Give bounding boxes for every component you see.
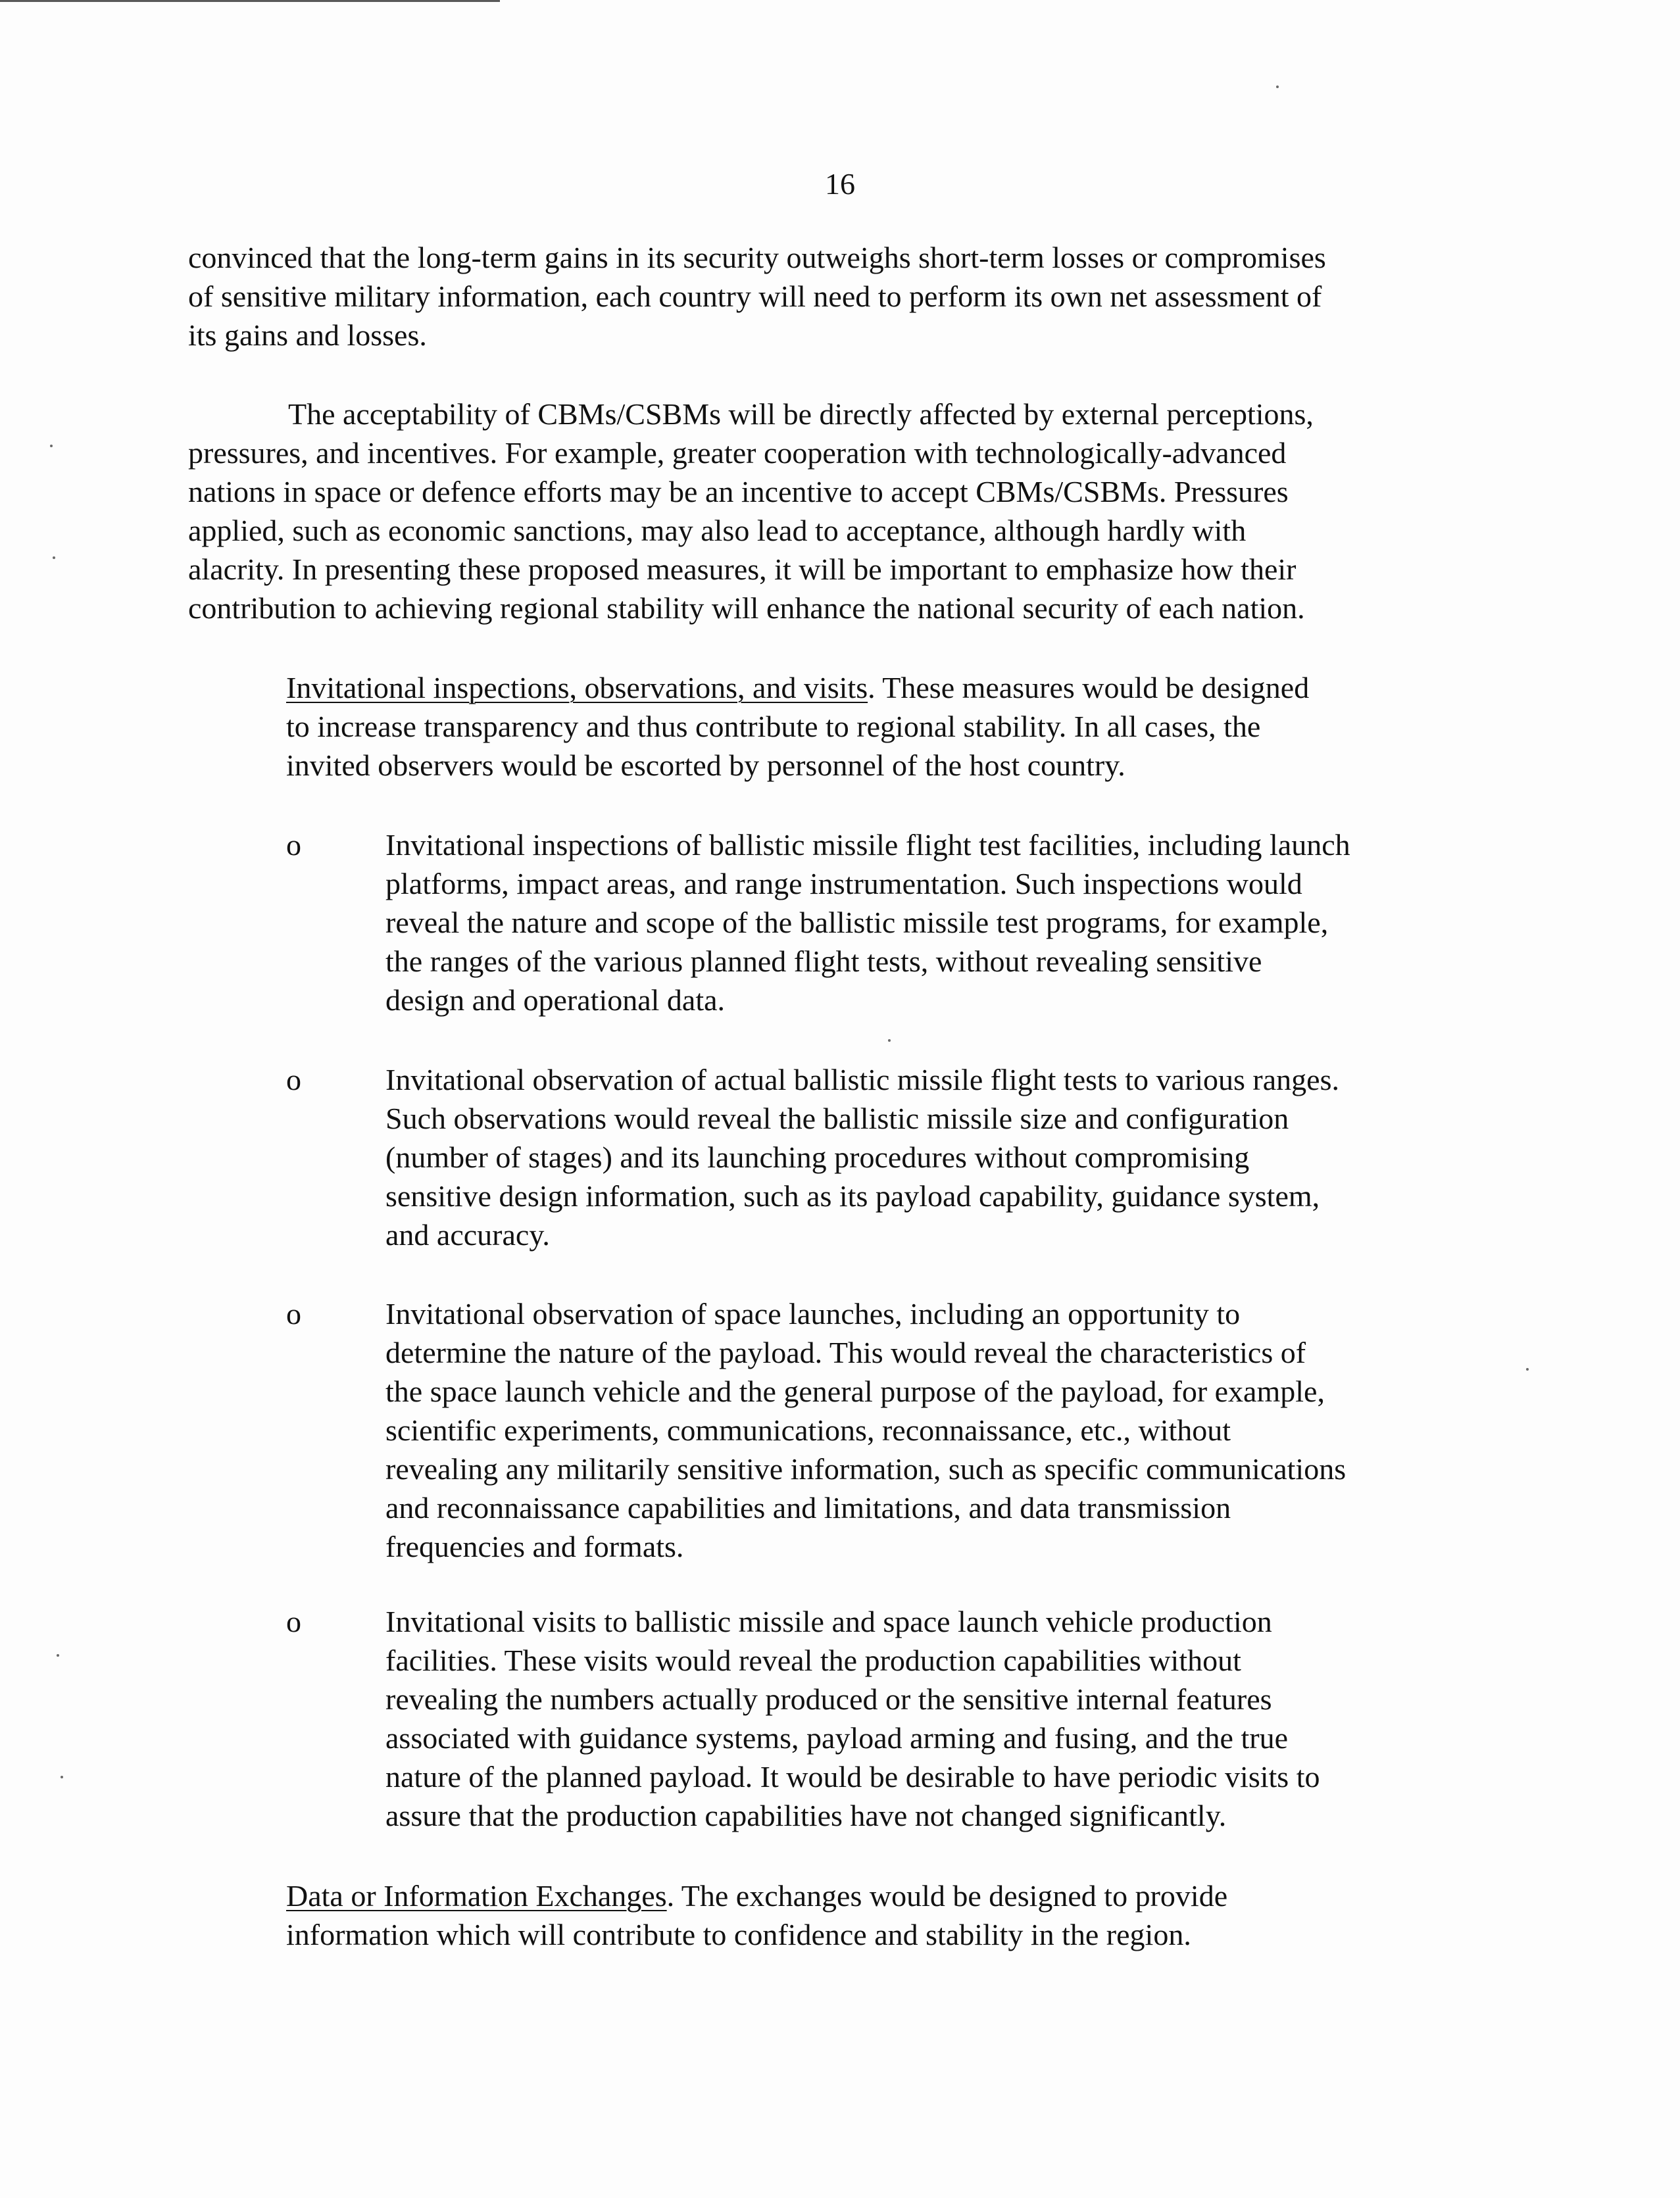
acceptability-paragraph [188, 395, 1314, 627]
bullet-line: scientific experiments, communications, reconnaissance, etc., without [385, 1413, 1231, 1447]
scan-speck [50, 445, 53, 447]
bullet-line: Such observations would reveal the ballistic missile size and configuration [385, 1102, 1289, 1135]
scan-top-edge [0, 0, 500, 2]
bullet-line: the space launch vehicle and the general purpose of the payload, for example, [385, 1375, 1325, 1408]
scan-speck [888, 1039, 891, 1042]
bullet-line: frequencies and formats. [385, 1530, 684, 1563]
paragraph-line [286, 1876, 1227, 1915]
bullet-item-inspections [385, 825, 1350, 1019]
paragraph-line: nations in space or defence efforts may be an incentive to accept CBMs/CSBMs. Pressures [188, 475, 1289, 508]
bullet-line: determine the nature of the payload. This would reveal the characteristics of [385, 1336, 1306, 1369]
scan-speck [57, 1654, 59, 1657]
paragraph-line: its gains and losses. [188, 318, 427, 352]
paragraph-line [286, 668, 1309, 707]
continuation-paragraph [188, 238, 1326, 354]
paragraph-line: information which will contribute to confidence and stability in the region. [286, 1918, 1191, 1951]
paragraph-line: to increase transparency and thus contribute to regional stability. In all cases, the [286, 710, 1261, 743]
bullet-line: revealing the numbers actually produced or the sensitive internal features [385, 1682, 1272, 1716]
paragraph-line: The acceptability of CBMs/CSBMs will be directly affected by external perceptions, [288, 397, 1314, 431]
paragraph-line: applied, such as economic sanctions, may also lead to acceptance, although hardly with [188, 514, 1247, 547]
bullet-line: associated with guidance systems, payload arming and fusing, and the true [385, 1721, 1288, 1755]
paragraph-line: contribution to achieving regional stability will enhance the national security of each nation. [188, 591, 1305, 625]
bullet-line: the ranges of the various planned flight tests, without revealing sensitive [385, 944, 1262, 978]
scan-speck [1526, 1368, 1529, 1371]
bullet-line: and accuracy. [385, 1218, 550, 1252]
section-heading-data-exchanges: Data or Information Exchanges [286, 1879, 667, 1913]
bullet-line: platforms, impact areas, and range instrumentation. Such inspections would [385, 867, 1302, 900]
bullet-item-production-visits [385, 1602, 1320, 1835]
heading-continuation: . The exchanges would be designed to provide [666, 1879, 1228, 1913]
bullet-line: Invitational observation of space launches, including an opportunity to [385, 1297, 1241, 1331]
bullet-line: assure that the production capabilities have not changed significantly. [385, 1799, 1227, 1832]
paragraph-line: alacrity. In presenting these proposed measures, it will be important to emphasize how their [188, 552, 1297, 586]
bullet-line: and reconnaissance capabilities and limitations, and data transmission [385, 1491, 1231, 1525]
bullet-line: revealing any militarily sensitive information, such as specific communications [385, 1452, 1346, 1486]
bullet-marker: o [286, 1297, 301, 1331]
bullet-marker: o [286, 1605, 301, 1638]
data-exchanges-paragraph [286, 1876, 1227, 1954]
scan-speck [61, 1776, 63, 1778]
paragraph-line: convinced that the long-term gains in its security outweighs short-term losses or compromises [188, 241, 1326, 274]
bullet-line: Invitational visits to ballistic missile and space launch vehicle production [385, 1605, 1272, 1638]
heading-continuation: . These measures would be designed [868, 671, 1310, 704]
bullet-line: design and operational data. [385, 983, 726, 1017]
invitational-measures-paragraph [286, 668, 1309, 785]
paragraph-line: of sensitive military information, each country will need to perform its own net assessment of [188, 280, 1322, 313]
bullet-line: Invitational inspections of ballistic missile flight test facilities, including launch [385, 828, 1350, 862]
bullet-marker: o [286, 1063, 301, 1096]
paragraph-line: invited observers would be escorted by personnel of the host country. [286, 748, 1125, 782]
section-heading-invitational: Invitational inspections, observations, and visits [286, 671, 868, 704]
page-number: 16 [825, 167, 855, 201]
bullet-line: Invitational observation of actual ballistic missile flight tests to various ranges. [385, 1063, 1339, 1096]
bullet-line: nature of the planned payload. It would be desirable to have periodic visits to [385, 1760, 1320, 1794]
bullet-line: reveal the nature and scope of the ballistic missile test programs, for example, [385, 906, 1329, 939]
bullet-item-space-launch-observation [385, 1294, 1346, 1566]
bullet-item-flight-test-observation [385, 1060, 1339, 1254]
bullet-line: (number of stages) and its launching procedures without compromising [385, 1140, 1250, 1174]
bullet-marker: o [286, 828, 301, 862]
bullet-line: sensitive design information, such as its payload capability, guidance system, [385, 1179, 1320, 1213]
scan-speck [1276, 85, 1279, 88]
scan-speck [53, 556, 55, 559]
bullet-line: facilities. These visits would reveal the production capabilities without [385, 1644, 1241, 1677]
paragraph-line: pressures, and incentives. For example, greater cooperation with technologically-advanced [188, 436, 1287, 470]
